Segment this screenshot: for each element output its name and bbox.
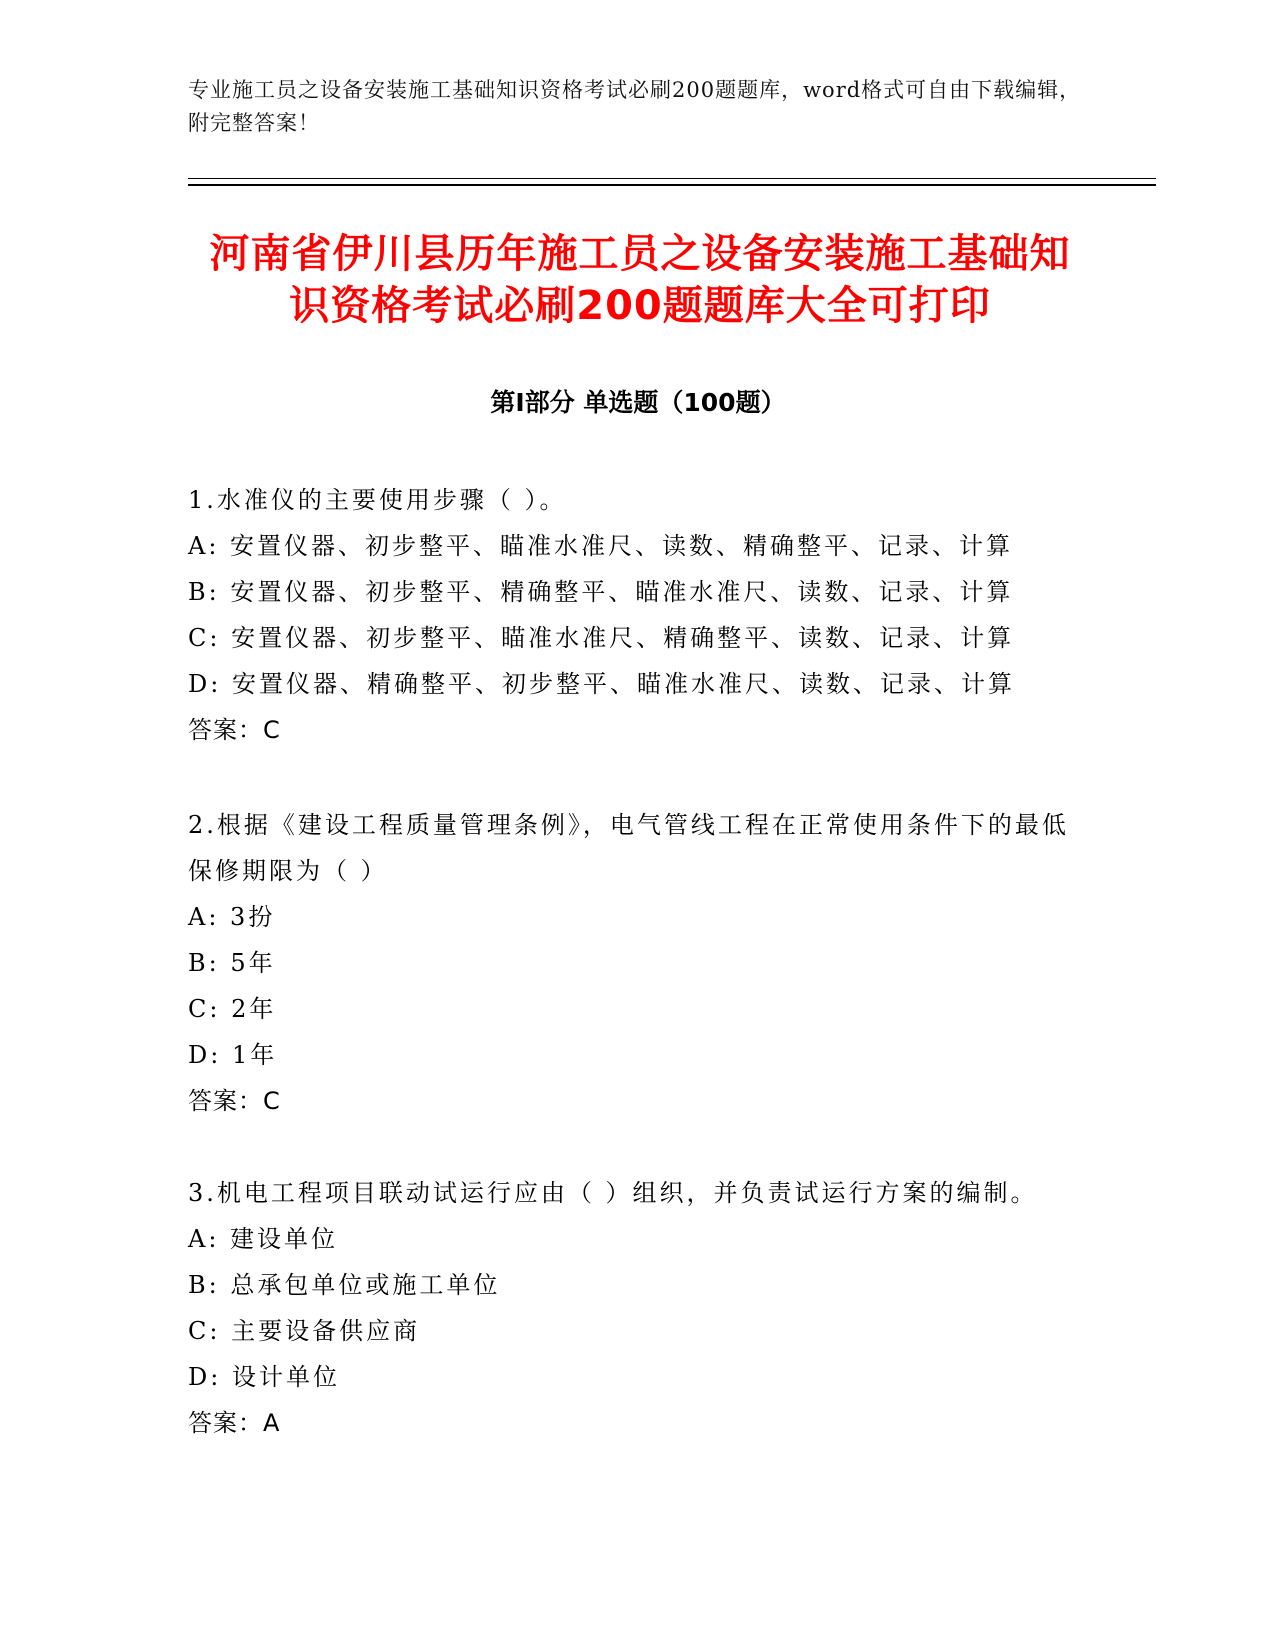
answer: 答案：C xyxy=(188,1087,281,1115)
question-block-2 xyxy=(188,802,1078,1124)
option-b: B: 安置仪器、初步整平、精确整平、瞄准水准尺、读数、记录、计算 xyxy=(188,578,1014,606)
question-block-3 xyxy=(188,1170,1078,1446)
option-b: B: 5年 xyxy=(188,949,276,977)
header-divider-bottom xyxy=(188,184,1156,186)
section-heading: 第Ⅰ部分 单选题（100题） xyxy=(490,388,786,417)
header-note: 专业施工员之设备安装施工基础知识资格考试必刷200题题库，word格式可自由下载编辑，附完整答案！ xyxy=(188,78,1082,135)
question-stem: 1.水准仪的主要使用步骤（ ）。 xyxy=(188,486,567,514)
question-stem: 2.根据《建设工程质量管理条例》，电气管线工程在正常使用条件下的最低保修期限为（ ） xyxy=(188,811,1069,885)
option-c: C: 安置仪器、初步整平、瞄准水准尺、精确整平、读数、记录、计算 xyxy=(188,624,1015,652)
header-divider-top xyxy=(188,178,1156,179)
option-d: D: 设计单位 xyxy=(188,1363,340,1391)
answer: 答案：C xyxy=(188,716,281,744)
option-c: C: 2年 xyxy=(188,995,277,1023)
question-block-1 xyxy=(188,477,1078,753)
option-a: A: 安置仪器、初步整平、瞄准水准尺、读数、精确整平、记录、计算 xyxy=(188,532,1014,560)
option-c: C: 主要设备供应商 xyxy=(188,1317,421,1345)
option-a: A: 建设单位 xyxy=(188,1225,339,1253)
option-d: D: 安置仪器、精确整平、初步整平、瞄准水准尺、读数、记录、计算 xyxy=(188,670,1015,698)
option-a: A: 3扮 xyxy=(188,903,276,931)
question-stem: 3.机电工程项目联动试运行应由（ ）组织，并负责试运行方案的编制。 xyxy=(188,1179,1038,1207)
option-d: D: 1年 xyxy=(188,1041,278,1069)
answer: 答案：A xyxy=(188,1409,281,1437)
document-title: 河南省伊川县历年施工员之设备安装施工基础知识资格考试必刷200题题库大全可打印 xyxy=(209,231,1071,329)
option-b: B: 总承包单位或施工单位 xyxy=(188,1271,501,1299)
